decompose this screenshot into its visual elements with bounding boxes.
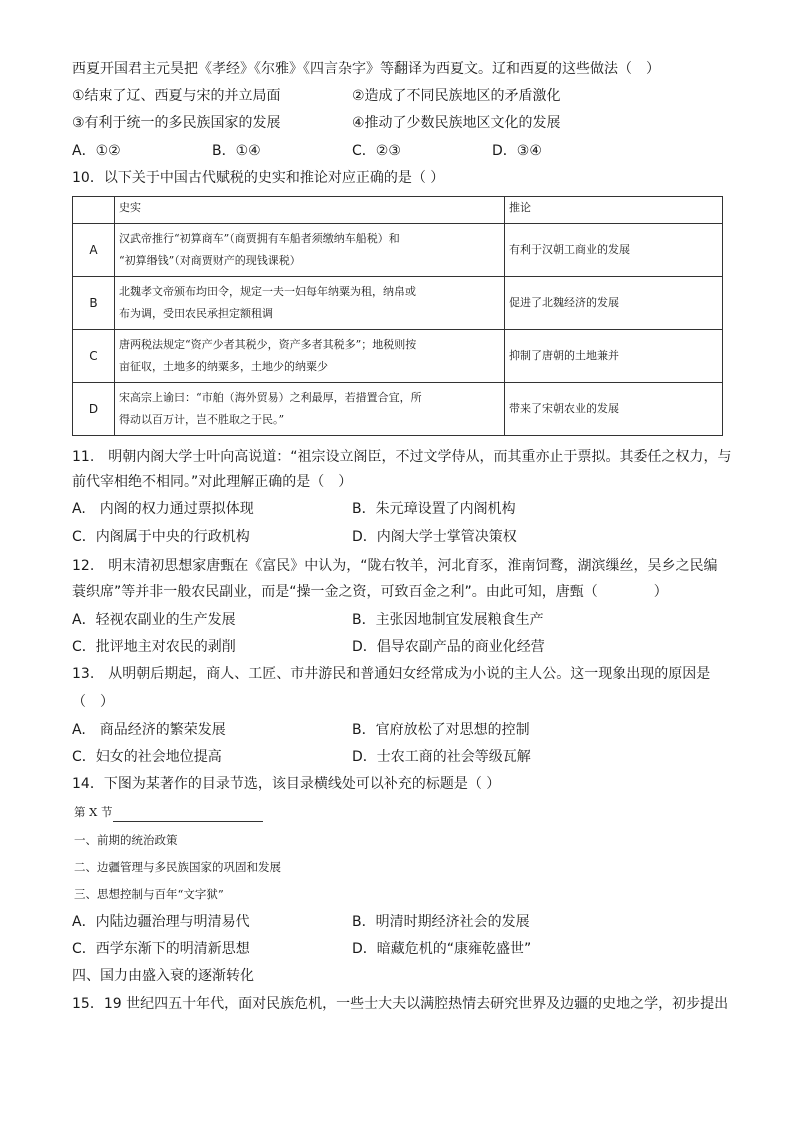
q11-option-b[interactable]: B．朱元璋设置了内阁机构 <box>352 501 516 517</box>
row-label: C <box>73 330 115 383</box>
row-fact-line: 宋高宗上谕曰：“市舶（海外贸易）之利最厚，若措置合宜，所 <box>119 391 422 404</box>
q13-option-d[interactable]: D．士农工商的社会等级瓦解 <box>352 749 531 765</box>
table-row <box>73 224 723 277</box>
table-row <box>73 277 723 330</box>
q12-option-a[interactable]: A．轻视农副业的生产发展 <box>72 612 236 628</box>
row-fact <box>115 224 505 277</box>
q11-option-a[interactable]: A. 内阁的权力通过票拟体现 <box>72 501 254 517</box>
q11-option-d[interactable]: D．内阁大学士掌管决策权 <box>352 529 517 545</box>
table-row <box>73 383 723 436</box>
row-label: D <box>73 383 115 436</box>
q11-option-c[interactable]: C．内阁属于中央的行政机构 <box>72 529 250 545</box>
row-fact-line: 唐两税法规定“资产少者其税少，资产多者其税多”；地税则按 <box>119 338 417 351</box>
q13-option-a[interactable]: A. 商品经济的繁荣发展 <box>72 722 226 738</box>
q10-table <box>72 196 723 436</box>
table-header-row <box>73 197 723 224</box>
toc-item: 三、思想控制与百年“文字狱” <box>74 887 224 901</box>
q13-stem-line-2: （ ） <box>72 694 114 710</box>
table-row <box>73 330 723 383</box>
q12-stem-line-1: 12. 明末清初思想家唐甄在《富民》中认为，“陇右牧羊，河北育豕，淮南饲鹜，湖滨缫丝，吴乡之民编 <box>72 558 718 574</box>
q14-option-d[interactable]: D．暗藏危机的“康雍乾盛世” <box>352 941 532 957</box>
table-header-inference: 推论 <box>505 197 723 224</box>
q9-statement-2: ②造成了不同民族地区的矛盾激化 <box>352 88 561 104</box>
q9-option-d[interactable]: D．③④ <box>492 143 542 159</box>
row-inference: 促进了北魏经济的发展 <box>505 277 723 330</box>
row-fact <box>115 277 505 330</box>
q9-stem: 西夏开国君主元昊把《孝经》《尔雅》《四言杂字》等翻译为西夏文。辽和西夏的这些做法（ ） <box>72 61 660 77</box>
table-header-empty <box>73 197 115 224</box>
row-fact-line: “初算缗钱”（对商贾财产的现钱课税） <box>119 254 301 267</box>
q9-statement-3: ③有利于统一的多民族国家的发展 <box>72 115 281 131</box>
row-fact <box>115 330 505 383</box>
q11-stem-line-1: 11. 明朝内阁大学士叶向高说道：“祖宗设立阁臣，不过文学侍从，而其重亦止于票拟。其委任之权力，与 <box>72 449 732 465</box>
row-fact-line: 得动以百万计，岂不胜取之于民。” <box>119 413 285 426</box>
q14-option-b[interactable]: B．明清时期经济社会的发展 <box>352 914 530 930</box>
toc-item: 二、边疆管理与多民族国家的巩固和发展 <box>74 860 281 874</box>
q13-stem-line-1: 13. 从明朝后期起，商人、工匠、市井游民和普通妇女经常成为小说的主人公。这一现象出现的原因是 <box>72 666 711 682</box>
row-fact <box>115 383 505 436</box>
q14-option-a[interactable]: A．内陆边疆治理与明清易代 <box>72 914 250 930</box>
q12-option-b[interactable]: B．主张因地制宜发展粮食生产 <box>352 612 544 628</box>
q14-option-c[interactable]: C．西学东渐下的明清新思想 <box>72 941 250 957</box>
row-fact-line: 北魏孝文帝颁布均田令，规定一夫一妇每年纳粟为租，纳帛或 <box>119 285 416 298</box>
toc-item: 一、前期的统治政策 <box>74 833 178 847</box>
table-header-fact: 史实 <box>115 197 505 224</box>
q9-option-a[interactable]: A．①② <box>72 143 121 159</box>
toc-section-heading <box>74 802 263 822</box>
toc-section-title: 第 X 节 <box>74 805 113 819</box>
row-inference: 带来了宋朝农业的发展 <box>505 383 723 436</box>
row-fact-line: 亩征収，土地多的纳粟多，土地少的纳粟少 <box>119 360 328 373</box>
q10-stem: 10．以下关于中国古代赋税的史实和推论对应正确的是（ ） <box>72 170 445 186</box>
row-inference: 有利于汉朝工商业的发展 <box>505 224 723 277</box>
row-label: B <box>73 277 115 330</box>
toc-item-last: 四、国力由盛入衰的逐渐转化 <box>72 968 254 984</box>
q14-stem: 14．下图为某著作的目录节选，该目录横线处可以补充的标题是（ ） <box>72 776 501 792</box>
q9-option-c[interactable]: C．②③ <box>352 143 401 159</box>
row-fact-line: 汉武帝推行“初算商车”（商贾拥有车船者须缴纳车船税）和 <box>119 232 400 245</box>
q9-statement-4: ④推动了少数民族地区文化的发展 <box>352 115 561 131</box>
row-inference: 抑制了唐朝的土地兼并 <box>505 330 723 383</box>
toc-blank-line <box>113 807 263 822</box>
q13-option-c[interactable]: C．妇女的社会地位提高 <box>72 749 222 765</box>
row-fact-line: 布为调，受田农民承担定额租调 <box>119 307 273 320</box>
q13-option-b[interactable]: B．官府放松了对思想的控制 <box>352 722 530 738</box>
q9-option-b[interactable]: B．①④ <box>212 143 261 159</box>
q12-option-c[interactable]: C．批评地主对农民的剥削 <box>72 639 236 655</box>
row-label: A <box>73 224 115 277</box>
q9-statement-1: ①结束了辽、西夏与宋的并立局面 <box>72 88 281 104</box>
q12-stem-line-2: 蓑织席”等并非一般农民副业，而是“操一金之资，可致百金之利”。由此可知，唐甄（ ） <box>72 584 668 600</box>
q12-option-d[interactable]: D．倡导农副产品的商业化经营 <box>352 639 545 655</box>
q11-stem-line-2: 前代宰相绝不相同。”对此理解正确的是（ ） <box>72 474 353 490</box>
q15-stem-line-1: 15．19 世纪四五十年代，面对民族危机，一些士大夫以满腔热情去研究世界及边疆的史地之学，初步提出 <box>72 996 729 1012</box>
